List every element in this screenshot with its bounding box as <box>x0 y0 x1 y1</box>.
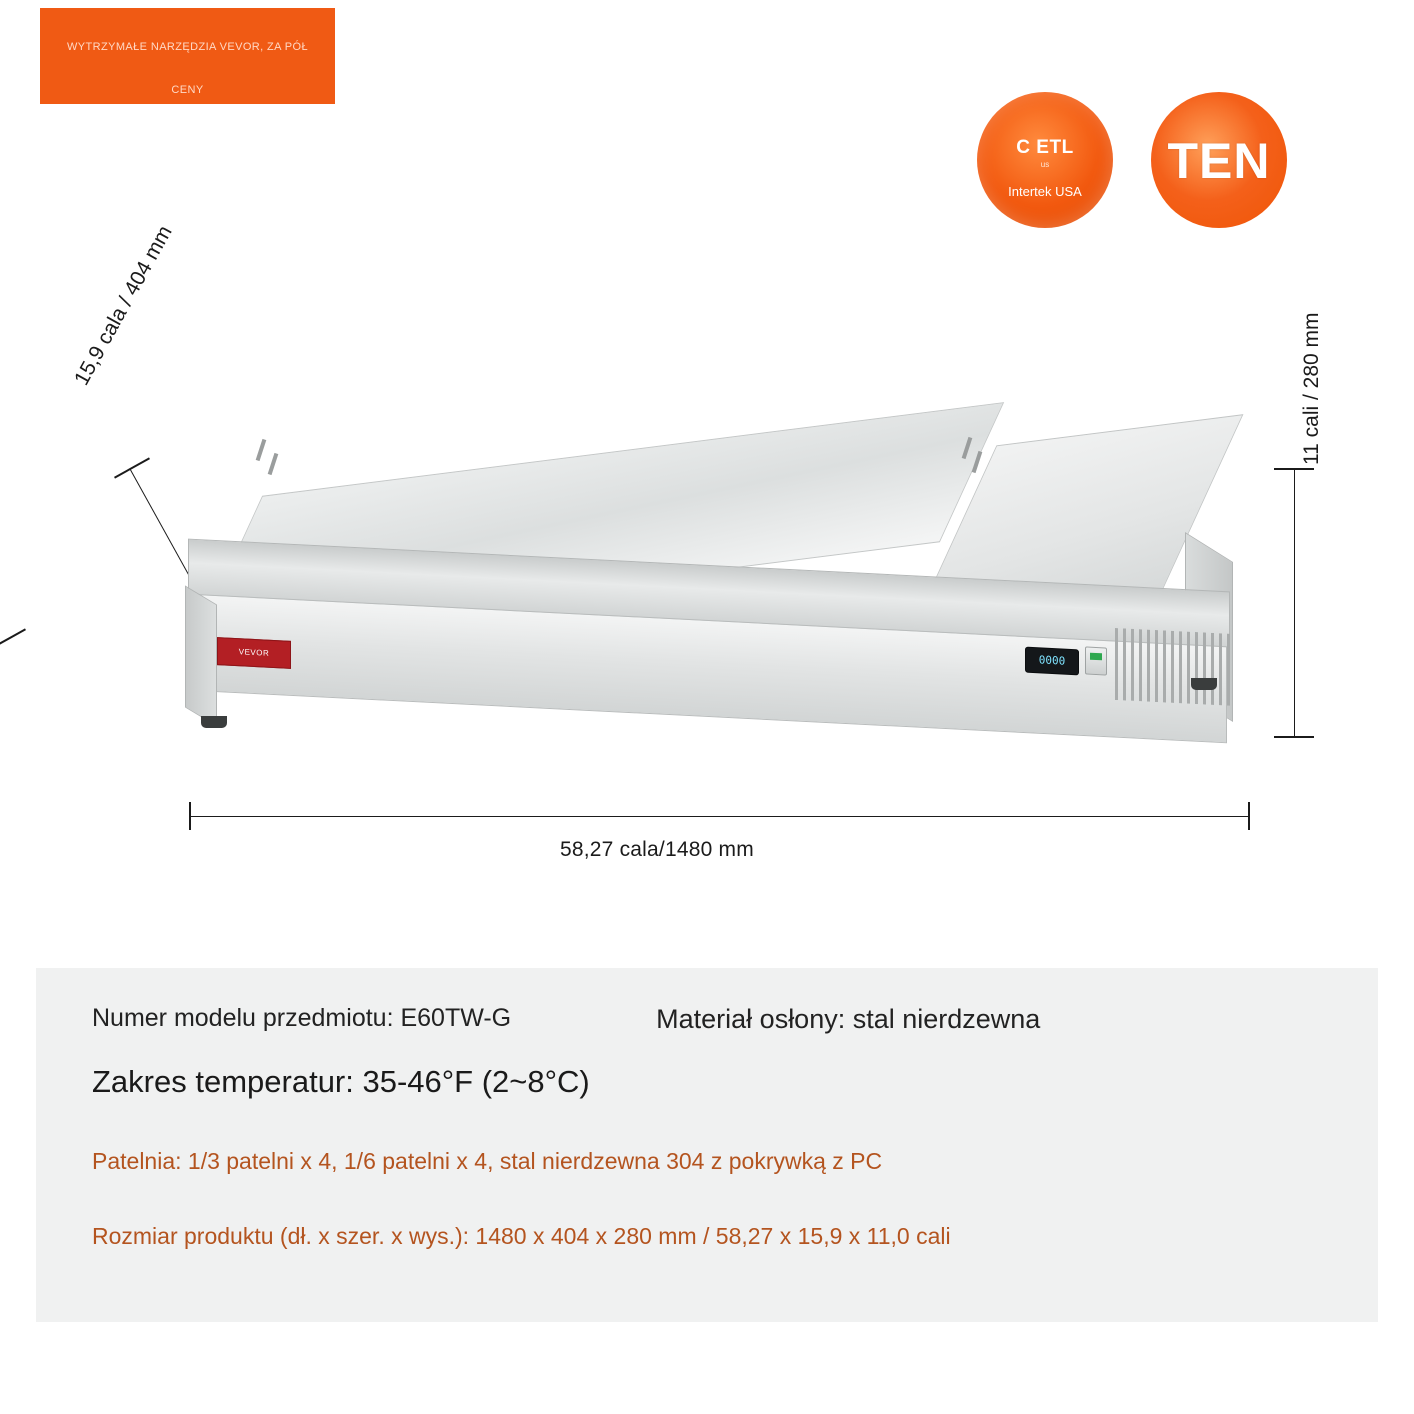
promo-banner <box>40 8 335 104</box>
etl-badge-main-text: C ETL <box>1016 137 1074 158</box>
product-illustration <box>0 221 1414 930</box>
etl-certification-badge <box>977 92 1113 228</box>
promo-banner-line2: CENY <box>171 84 204 96</box>
cabinet-foot <box>1191 678 1217 690</box>
temperature-display <box>1025 647 1079 676</box>
power-switch[interactable] <box>1085 646 1107 675</box>
height-dimension-cap-bottom <box>1274 736 1314 738</box>
refrigerated-topping-unit <box>175 435 1245 765</box>
lid-latch-icon <box>256 439 267 461</box>
promo-banner-line1: WYTRZYMAŁE NARZĘDZIA VEVOR, ZA PÓŁ <box>67 41 308 53</box>
temperature-display-value: 0000 <box>1038 653 1066 668</box>
power-switch-indicator <box>1090 653 1102 661</box>
spec-pan-configuration: Patelnia: 1/3 patelni x 4, 1/6 patelni x 4, stal nierdzewna 304 z pokrywką z PC <box>92 1148 883 1174</box>
cabinet-foot <box>201 716 227 728</box>
spec-cover-material: Materiał osłony: stal nierdzewna <box>656 1004 1041 1034</box>
spec-product-size: Rozmiar produktu (dł. x szer. x wys.): 1480 x 404 x 280 mm / 58,27 x 15,9 x 11,0 cali <box>92 1223 951 1249</box>
etl-badge-sub-text: us <box>1040 160 1050 169</box>
width-dimension-cap-right <box>1248 802 1250 830</box>
spec-row-model-material <box>92 1004 1332 1035</box>
etl-badge-footer-text: Intertek USA <box>1008 184 1082 199</box>
height-dimension-line <box>1294 468 1295 738</box>
brand-label <box>217 637 291 669</box>
left-end-panel <box>185 585 217 726</box>
ventilation-grille <box>1115 628 1235 706</box>
depth-dimension-cap-bottom <box>0 628 26 649</box>
width-dimension-line <box>190 816 1250 817</box>
height-dimension-cap-top <box>1274 468 1314 470</box>
ten-badge <box>1151 92 1287 228</box>
ten-badge-text: TEN <box>1167 133 1271 189</box>
lid-latch-icon <box>268 453 279 475</box>
depth-dimension-label: 15,9 cala / 404 mm <box>70 221 177 390</box>
spec-temperature-range: Zakres temperatur: 35-46°F (2~8°C) <box>92 1064 590 1099</box>
width-dimension-label: 58,27 cala/1480 mm <box>560 838 754 861</box>
height-dimension-label: 11 cali / 280 mm <box>1300 312 1323 465</box>
brand-label-text: VEVOR <box>238 647 270 658</box>
specification-panel <box>36 968 1378 1322</box>
spec-model-number: Numer modelu przedmiotu: E60TW-G <box>92 1004 512 1032</box>
width-dimension-cap-left <box>189 802 191 830</box>
